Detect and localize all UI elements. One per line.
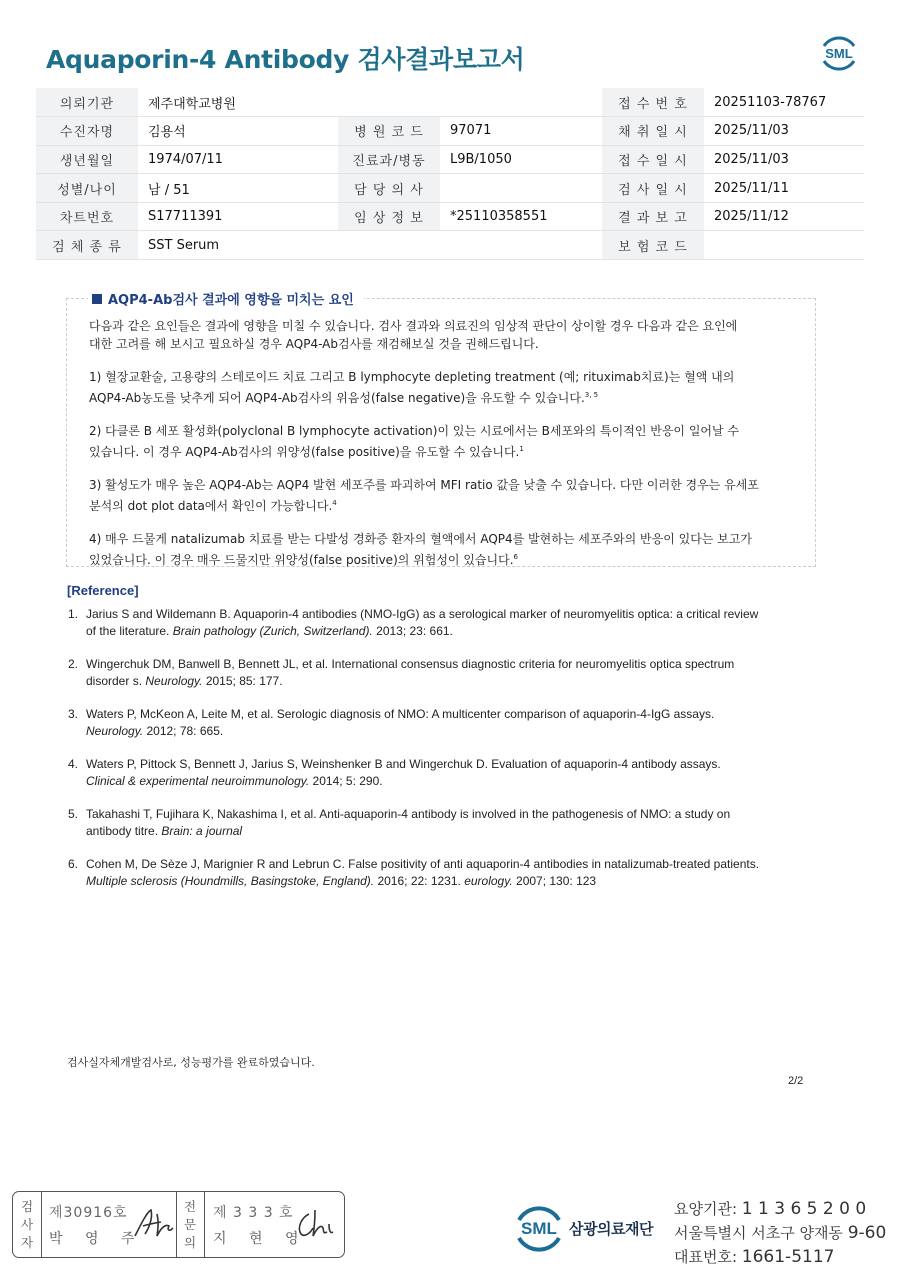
reference-number: 4. <box>68 757 79 771</box>
reference-number: 6. <box>68 857 79 871</box>
certification-note: 검사실자체개발검사로, 성능평가를 완료하였습니다. <box>67 1056 315 1069</box>
info-label: 접 수 일 시 <box>602 145 704 174</box>
reference-journal: Multiple sclerosis (Houndmills, Basingstoke, England). <box>86 874 375 888</box>
sml-footer-logo-text: SML <box>521 1219 557 1238</box>
sml-logo <box>816 30 862 76</box>
reference-item <box>68 706 828 740</box>
factor-item-1-line2: AQP4-Ab농도를 낮추게 되어 AQP4-Ab검사의 위음성(false negative)을 유도할 수 있습니다. <box>89 390 585 405</box>
info-value <box>704 231 864 260</box>
page-number: 2/2 <box>788 1075 804 1087</box>
info-label: 보 험 코 드 <box>602 231 704 260</box>
info-row <box>36 202 864 231</box>
reference-line2-prefix: of the literature. <box>86 624 173 638</box>
info-label: 병 원 코 드 <box>338 117 440 146</box>
reference-item <box>68 806 828 840</box>
info-value: 김용석 <box>138 117 338 146</box>
reference-item <box>68 656 828 690</box>
factors-intro-line2: 대한 고려를 해 보시고 필요하실 경우 AQP4-Ab검사를 재검해보실 것을 권해드립니다. <box>89 336 539 351</box>
info-value <box>440 174 602 203</box>
info-row <box>36 117 864 146</box>
info-value <box>440 88 602 117</box>
info-label: 검 체 종 류 <box>36 231 138 260</box>
inspector-name: 박 영 주 <box>49 1231 144 1247</box>
reference-line2-prefix: disorder s. <box>86 674 146 688</box>
reference-citation: 2012; 78: 665. <box>143 724 224 738</box>
specialist-signature-icon <box>293 1206 341 1242</box>
info-label <box>338 231 440 260</box>
factors-title <box>88 289 364 308</box>
institution-line <box>674 1197 886 1221</box>
info-row <box>36 174 864 203</box>
reference-item <box>68 756 828 790</box>
info-value: SST Serum <box>138 231 338 260</box>
reference-citation: 2014; 5: 290. <box>309 774 383 788</box>
info-value: L9B/1050 <box>440 145 602 174</box>
info-label: 접 수 번 호 <box>602 88 704 117</box>
reference-item <box>68 606 828 640</box>
info-value: *25110358551 <box>440 202 602 231</box>
reference-journal-2: eurology. <box>464 874 513 888</box>
factor-item-2-line1: 2) 다클론 B 세포 활성화(polyclonal B lymphocyte activation)이 있는 시료에서는 B세포와의 특이적인 반응이 일어날 수 <box>89 424 740 438</box>
factors-intro-line1: 다음과 같은 요인들은 결과에 영향을 미칠 수 있습니다. 검사 결과와 의료진의 임상적 판단이 상이할 경우 다음과 같은 요인에 <box>89 319 738 333</box>
factor-item-3-line1: 3) 활성도가 매우 높은 AQP4-Ab는 AQP4 발현 세포주를 파괴하여 MFI ratio 값을 낮출 수 있습니다. 다만 이러한 경우는 유세포 <box>89 478 759 492</box>
info-value: 2025/11/03 <box>704 117 864 146</box>
info-value: 2025/11/11 <box>704 174 864 203</box>
inspector-label: 검 사 자 <box>20 1199 34 1250</box>
reference-list <box>68 606 828 906</box>
info-label: 검 사 일 시 <box>602 174 704 203</box>
reference-line2-prefix: antibody titre. <box>86 824 162 838</box>
factor-item-4 <box>89 531 811 569</box>
inspector-license: 제30916호 <box>49 1205 128 1221</box>
sml-logo-text: SML <box>825 46 853 61</box>
info-label: 진료과/병동 <box>338 145 440 174</box>
institution-code: 1 1 3 6 5 2 0 0 <box>741 1199 867 1219</box>
institution-label: 요양기관: <box>674 1200 742 1218</box>
factor-item-1-citation: 3, 5 <box>584 390 599 399</box>
info-value <box>440 231 602 260</box>
factor-item-2-citation: 1 <box>519 444 524 453</box>
factor-item-3-citation: 4 <box>332 498 337 507</box>
address-text: 서울특별시 서초구 양재동 <box>674 1224 848 1242</box>
reference-journal: Neurology. <box>86 724 144 738</box>
foundation-name: 삼광의료재단 <box>569 1220 653 1238</box>
info-value: 1974/07/11 <box>138 145 338 174</box>
reference-item <box>68 856 828 890</box>
inspector-signature-icon <box>131 1206 177 1242</box>
reference-line1: Takahashi T, Fujihara K, Nakashima I, et al. Anti-aquaporin-4 antibody is involved in the pathogenesis of NMO: a study on <box>86 807 731 821</box>
reference-number: 3. <box>68 707 79 721</box>
reference-line1: Wingerchuk DM, Banwell B, Bennett JL, et al. International consensus diagnostic criteria for neuromyelitis optica spectrum <box>86 657 735 671</box>
reference-line1: Waters P, Pittock S, Bennett J, Jarius S, Weinshenker B and Wingerchuk D. Evaluation of aquaporin-4 antibody assays. <box>86 757 721 771</box>
address-number: 9-60 <box>847 1223 887 1243</box>
reference-citation: 2013; 23: 661. <box>372 624 453 638</box>
factor-item-4-line2: 있었습니다. 이 경우 매우 드물지만 위양성(false positive)의 위험성이 있습니다. <box>89 552 514 567</box>
info-label: 의뢰기관 <box>36 88 138 117</box>
report-title: Aquaporin-4 Antibody 검사결과보고서 <box>46 45 525 74</box>
info-row <box>36 231 864 260</box>
info-value: 2025/11/12 <box>704 202 864 231</box>
factor-item-4-citation: 6 <box>513 552 518 561</box>
reference-citation-2: 2007; 130: 123 <box>512 874 597 888</box>
phone-line <box>674 1245 886 1269</box>
reference-citation: 2016; 22: 1231. <box>374 874 465 888</box>
divider <box>41 1192 42 1257</box>
info-value: 남 / 51 <box>138 174 338 203</box>
info-label: 성별/나이 <box>36 174 138 203</box>
info-label: 수진자명 <box>36 117 138 146</box>
specialist-license: 제 3 3 3 호 <box>213 1205 294 1221</box>
factors-title-text: AQP4-Ab검사 결과에 영향을 미치는 요인 <box>108 293 354 308</box>
info-label: 담 당 의 사 <box>338 174 440 203</box>
reference-journal: Brain pathology (Zurich, Switzerland). <box>172 624 373 638</box>
info-row <box>36 88 864 117</box>
info-value: 제주대학교병원 <box>138 88 338 117</box>
info-value: 2025/11/03 <box>704 145 864 174</box>
specialist-label: 전 문 의 <box>183 1199 197 1250</box>
specialist-name: 지 현 영 <box>213 1231 308 1247</box>
factor-item-2 <box>89 423 811 461</box>
reference-line1: Cohen M, De Sèze J, Marignier R and Lebrun C. False positivity of anti aquaporin-4 antibodies in natalizumab-treated patients. <box>86 857 760 871</box>
info-label: 생년월일 <box>36 145 138 174</box>
address-line <box>674 1221 886 1245</box>
reference-heading: [Reference] <box>67 583 139 598</box>
factors-intro <box>89 318 811 353</box>
reference-journal: Clinical & experimental neuroimmunology. <box>86 774 310 788</box>
info-label: 결 과 보 고 <box>602 202 704 231</box>
factor-item-2-line2: 있습니다. 이 경우 AQP4-Ab검사의 위양성(false positive)을 유도할 수 있습니다. <box>89 444 520 459</box>
reference-journal: Neurology. <box>145 674 203 688</box>
factor-item-3 <box>89 477 811 515</box>
reference-line1: Waters P, McKeon A, Leite M, et al. Serologic diagnosis of NMO: A multicenter comparison of aquaporin-4-IgG assays. <box>86 707 715 721</box>
reference-citation: 2015; 85: 177. <box>202 674 283 688</box>
info-value: S17711391 <box>138 202 338 231</box>
divider <box>204 1192 205 1257</box>
patient-info-table <box>36 88 864 260</box>
info-label: 임 상 정 보 <box>338 202 440 231</box>
factor-item-4-line1: 4) 매우 드물게 natalizumab 치료를 받는 다발성 경화증 환자의 혈액에서 AQP4를 발현하는 세포주와의 반응이 있다는 보고가 <box>89 532 752 546</box>
reference-number: 1. <box>68 607 79 621</box>
factor-item-1 <box>89 369 811 407</box>
phone-number: 1661-5117 <box>741 1247 835 1267</box>
signature-box <box>12 1191 345 1258</box>
square-bullet-icon <box>92 294 102 304</box>
info-row <box>36 145 864 174</box>
info-label <box>338 88 440 117</box>
reference-number: 2. <box>68 657 79 671</box>
sml-footer-logo <box>510 1199 568 1257</box>
reference-number: 5. <box>68 807 79 821</box>
reference-journal: Brain: a journal <box>161 824 243 838</box>
factors-text <box>89 318 811 585</box>
phone-label: 대표번호: <box>674 1248 742 1266</box>
factor-item-3-line2: 분석의 dot plot data에서 확인이 가능합니다. <box>89 498 333 513</box>
info-label: 차트번호 <box>36 202 138 231</box>
footer-info <box>674 1197 886 1269</box>
info-value: 20251103-78767 <box>704 88 864 117</box>
info-value: 97071 <box>440 117 602 146</box>
factor-item-1-line1: 1) 혈장교환술, 고용량의 스테로이드 치료 그리고 B lymphocyte depleting treatment (예; rituximab치료)는 혈액 내의 <box>89 370 735 384</box>
info-label: 채 취 일 시 <box>602 117 704 146</box>
reference-line1: Jarius S and Wildemann B. Aquaporin-4 antibodies (NMO-IgG) as a serological marker of neuromyelitis optica: a critical review <box>86 607 759 621</box>
